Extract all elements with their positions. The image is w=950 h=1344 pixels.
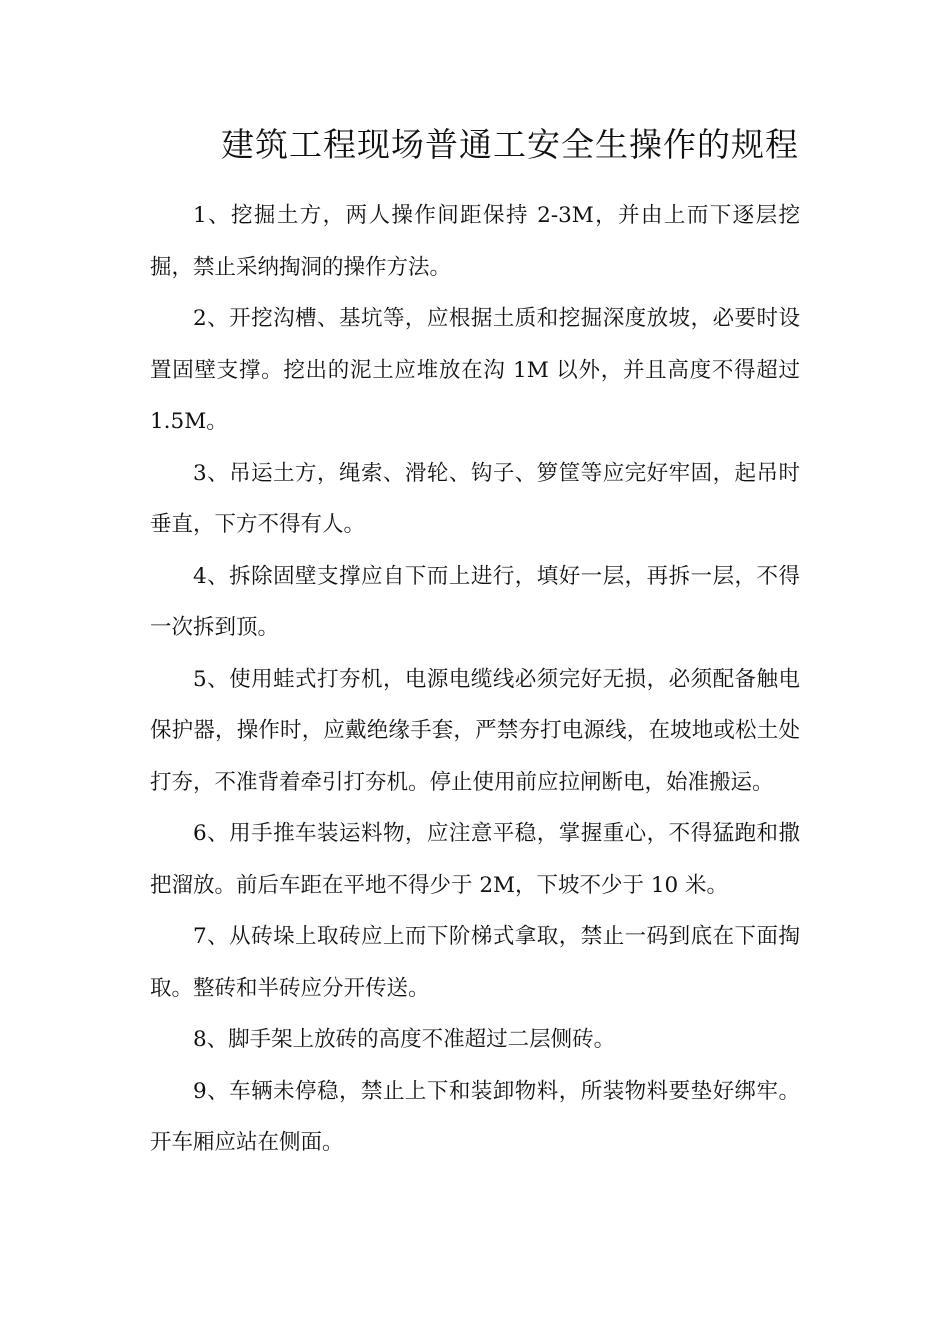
paragraph-1: 1、挖掘土方，两人操作间距保持 2-3M，并由上而下逐层挖掘，禁止采纳掏洞的操作方法。	[150, 203, 800, 280]
paragraph-3: 3、吊运土方，绳索、滑轮、钩子、箩筐等应完好牢固，起吊时垂直，下方不得有人。	[150, 460, 800, 537]
paragraph-2: 2、开挖沟槽、基坑等，应根据土质和挖掘深度放坡，必要时设置固壁支撑。挖出的泥土应堆放在沟 1M 以外，并且高度不得超过 1.5M。	[150, 306, 800, 434]
paragraph-8: 8、脚手架上放砖的高度不准超过二层侧砖。	[193, 1027, 616, 1052]
paragraph-7: 7、从砖垛上取砖应上而下阶梯式拿取，禁止一码到底在下面掏取。整砖和半砖应分开传送。	[150, 924, 800, 1001]
paragraph-6: 6、用手推车装运料物，应注意平稳，掌握重心，不得猛跑和撒把溜放。前后车距在平地不得少于 2M，下坡不少于 10 米。	[150, 821, 800, 898]
paragraph-4: 4、拆除固壁支撑应自下而上进行，填好一层，再拆一层，不得一次拆到顶。	[150, 563, 800, 640]
paragraph-9: 9、车辆未停稳，禁止上下和装卸物料，所装物料要垫好绑牢。开车厢应站在侧面。	[150, 1078, 800, 1155]
document-body	[150, 190, 800, 1169]
document-title: 建筑工程现场普通工安全生操作的规程	[221, 125, 799, 164]
paragraph-5: 5、使用蛙式打夯机，电源电缆线必须完好无损，必须配备触电保护器，操作时，应戴绝缘手套，严禁夯打电源线，在坡地或松土处打夯，不准背着牵引打夯机。停止使用前应拉闸断电，始准搬运。	[150, 666, 800, 795]
